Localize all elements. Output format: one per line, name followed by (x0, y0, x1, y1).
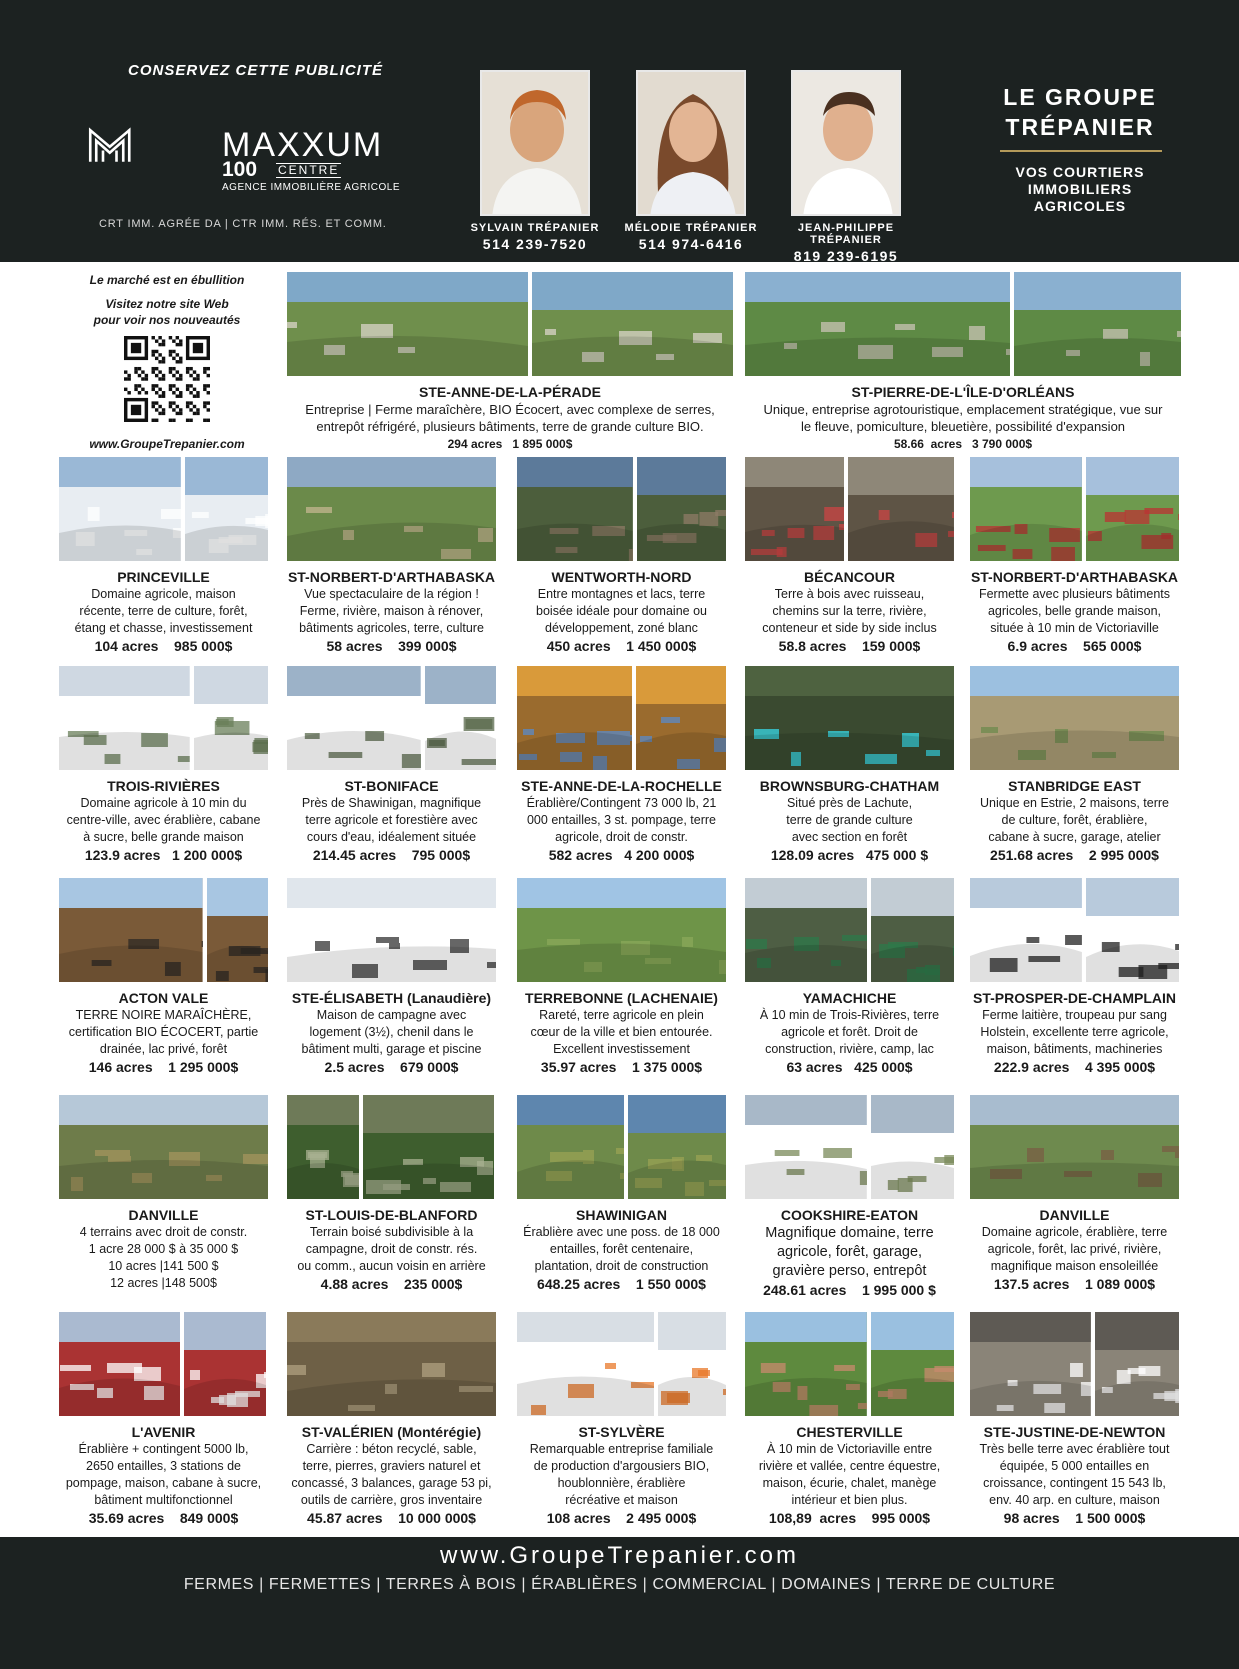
website-promo (58, 270, 276, 452)
listing-description: Remarquable entreprise familiale (529, 1442, 714, 1456)
listing-card[interactable] (287, 457, 496, 655)
listing-location: BROWNSBURG-CHATHAM (759, 778, 940, 794)
listing-description: boisée idéale pour domaine ou (536, 604, 707, 618)
listing-description: le fleuve, pomiculture, bleuetière, possibilité d'expansion (800, 419, 1126, 434)
listing-photo[interactable] (517, 1095, 624, 1199)
listing-photo[interactable] (287, 1312, 496, 1416)
listing-description: Fermette avec plusieurs bâtiments (978, 587, 1171, 601)
listing-photo[interactable] (628, 1095, 726, 1199)
listing-card[interactable] (59, 1095, 268, 1292)
listing-description: 000 entailles, 3 st. pompage, terre (526, 813, 716, 827)
listing-photos (287, 457, 496, 561)
listing-description: bâtiment multifonctionnel (94, 1493, 233, 1507)
broker-photo (480, 70, 590, 216)
listing-location: ST-PROSPER-DE-CHAMPLAIN (972, 990, 1176, 1006)
listing-photos (287, 666, 496, 770)
listing-photos (287, 878, 496, 982)
broker-photo (791, 70, 901, 216)
listing-location: ST-LOUIS-DE-BLANFORD (305, 1207, 478, 1223)
listing-description: 10 acres |141 500 $ (108, 1259, 219, 1273)
listing-description: agricole, droit de constr. (555, 830, 688, 844)
listing-location: ST-NORBERT-D'ARTHABASKA (287, 569, 496, 585)
listing-price: 251.68 acres 2 995 000$ (990, 847, 1159, 863)
broker-name: MÉLODIE TRÉPANIER (624, 222, 758, 234)
listing-description: Rareté, terre agricole en plein (539, 1008, 704, 1022)
gold-divider (1000, 150, 1162, 152)
listing-description: pompage, maison, cabane à sucre, (65, 1476, 262, 1490)
listing-description: Près de Shawinigan, magnifique (301, 796, 482, 810)
listing-card[interactable] (287, 666, 496, 864)
listing-location: STANBRIDGE EAST (1008, 778, 1141, 794)
listing-description: construction, rivière, camp, lac (765, 1042, 934, 1056)
listing-price: 104 acres 985 000$ (94, 638, 233, 654)
listing-photo[interactable] (970, 1095, 1179, 1199)
listing-card[interactable] (745, 272, 1181, 453)
broker-card (450, 70, 620, 252)
listing-description: Domaine agricole, érablière, terre (981, 1225, 1168, 1239)
listing-description: outils de carrière, gros inventaire (300, 1493, 483, 1507)
listing-location: ST-VALÉRIEN (Montérégie) (301, 1424, 482, 1440)
listing-location: DANVILLE (1039, 1207, 1110, 1223)
listing-photos (970, 878, 1179, 982)
listing-description: rivière et vallée, centre équestre, (758, 1459, 941, 1473)
listing-photo[interactable] (287, 878, 496, 982)
listing-description: bâtiment multi, garage et piscine (301, 1042, 482, 1056)
listing-description: Vue spectaculaire de la région ! (304, 587, 479, 601)
listing-description: Ferme laitière, troupeau pur sang (982, 1008, 1167, 1022)
listing-card[interactable] (745, 457, 954, 655)
listing-card[interactable] (970, 666, 1179, 864)
listing-price: 146 acres 1 295 000$ (88, 1059, 239, 1075)
listing-photos (287, 1312, 496, 1416)
listing-description: cours d'eau, idéalement située (306, 830, 477, 844)
listing-photo[interactable] (184, 1312, 266, 1416)
listing-photo[interactable] (532, 272, 733, 376)
listing-description: drainée, lac privé, forêt (99, 1042, 228, 1056)
tagline: CONSERVEZ CETTE PUBLICITÉ (128, 62, 384, 79)
listing-description: Érablière avec une poss. de 18 000 (523, 1225, 720, 1239)
listing-location: DANVILLE (128, 1207, 199, 1223)
listing-photos (59, 666, 268, 770)
listing-description: conteneur et side by side inclus (762, 621, 937, 635)
listing-photo[interactable] (970, 457, 1082, 561)
listing-price: 294 acres 1 895 000$ (447, 437, 573, 451)
broker-photo (636, 70, 746, 216)
listing-price: 582 acres 4 200 000$ (548, 847, 695, 863)
listing-photo[interactable] (185, 457, 268, 561)
listing-price: 137.5 acres 1 089 000$ (993, 1276, 1156, 1292)
listing-price: 6.9 acres 565 000$ (1007, 638, 1142, 654)
listing-description: centre-ville, avec érablière, cabane (66, 813, 261, 827)
listing-description: 1 acre 28 000 $ à 35 000 $ (88, 1242, 239, 1256)
listing-card[interactable] (970, 1095, 1179, 1293)
listing-photo[interactable] (871, 1312, 954, 1416)
listing-description: terre, pierres, graviers naturel et (302, 1459, 481, 1473)
listing-description: située à 10 min de Victoriaville (990, 621, 1159, 635)
listing-description: Maison de campagne avec (316, 1008, 467, 1022)
listing-description: campagne, droit de constr. rés. (305, 1242, 478, 1256)
listing-photos (59, 878, 268, 982)
listing-description: Carrière : béton recyclé, sable, (306, 1442, 477, 1456)
listing-price: 214.45 acres 795 000$ (312, 847, 471, 863)
brand-100: 100 (222, 158, 258, 181)
listing-photo[interactable] (1095, 1312, 1179, 1416)
listing-photo[interactable] (970, 1312, 1091, 1416)
listing-description: env. 40 arp. en culture, maison (989, 1493, 1160, 1507)
listing-photo[interactable] (745, 272, 1010, 376)
listing-description: Très belle terre avec érablière tout (979, 1442, 1170, 1456)
listing-description: Érablière + contingent 5000 lb, (78, 1442, 249, 1456)
listing-description: de production d'argousiers BIO, (533, 1459, 710, 1473)
listing-photos (59, 1312, 268, 1416)
listing-photos (970, 457, 1179, 561)
listing-photos (745, 457, 954, 561)
listing-description: plantation, droit de construction (534, 1259, 709, 1273)
broker-phone[interactable]: 819 239-6195 (793, 248, 899, 264)
listing-price: 2.5 acres 679 000$ (324, 1059, 459, 1075)
listing-description: Domaine agricole, maison (91, 587, 236, 601)
listing-photo[interactable] (517, 666, 632, 770)
listing-card[interactable] (745, 666, 954, 864)
listing-description: Terrain boisé subdivisible à la (309, 1225, 474, 1239)
group-subtitle: VOS COURTIERS IMMOBILIERS AGRICOLES (1015, 164, 1145, 214)
website-link[interactable]: www.GroupeTrepanier.com (89, 437, 245, 451)
listing-photos (517, 666, 726, 770)
listing-price: 35.97 acres 1 375 000$ (540, 1059, 703, 1075)
listing-price: 123.9 acres 1 200 000$ (84, 847, 243, 863)
listing-description: Unique en Estrie, 2 maisons, terre (980, 796, 1169, 810)
listing-description: cœur de la ville et bien entourée. (530, 1025, 713, 1039)
listing-card[interactable] (517, 878, 726, 1076)
listing-price: 248.61 acres 1 995 000 $ (763, 1282, 936, 1298)
listing-description: agricole et forêt. Droit de (781, 1025, 918, 1039)
listing-photo[interactable] (637, 457, 726, 561)
listing-location: YAMACHICHE (802, 990, 897, 1006)
listing-card[interactable] (970, 1312, 1179, 1527)
listing-description: de culture, forêt, érablière, (1001, 813, 1148, 827)
listing-photo[interactable] (194, 666, 268, 770)
listing-photo[interactable] (745, 457, 844, 561)
listing-photos (517, 1312, 726, 1416)
listing-photo[interactable] (59, 1095, 268, 1199)
listing-photo[interactable] (970, 878, 1082, 982)
listing-description: maison, bâtiments, machineries (986, 1042, 1163, 1056)
listing-photo[interactable] (517, 878, 726, 982)
listing-photo[interactable] (871, 878, 954, 982)
listing-description: 12 acres |148 500$ (110, 1276, 217, 1290)
listing-description: magnifique maison ensoleillée (990, 1259, 1159, 1273)
listing-location: TROIS-RIVIÈRES (107, 778, 220, 794)
listing-photo[interactable] (287, 272, 528, 376)
listing-description: certification BIO ÉCOCERT, partie (68, 1025, 259, 1039)
listing-description: à sucre, belle grande maison (83, 830, 244, 844)
listing-price: 108 acres 2 495 000$ (546, 1510, 697, 1526)
listing-photo[interactable] (287, 457, 496, 561)
listing-price: 648.25 acres 1 550 000$ (537, 1276, 706, 1292)
listing-location: CHESTERVILLE (796, 1424, 903, 1440)
brand-agency: AGENCE IMMOBILIÈRE AGRICOLE (222, 182, 400, 193)
maxxum-logo-icon (88, 98, 208, 194)
listing-description: cabane à sucre, garage, atelier (988, 830, 1161, 844)
listing-description: TERRE NOIRE MARAÎCHÈRE, (75, 1008, 252, 1022)
brand-name: MAXXUM (222, 126, 384, 164)
listing-card[interactable] (745, 1312, 954, 1527)
listing-description: Situé près de Lachute, (786, 796, 913, 810)
listing-description: entailles, forêt centenaire, (549, 1242, 694, 1256)
listing-location: ST-SYLVÈRE (578, 1424, 665, 1440)
listing-description: terre de grande culture (786, 813, 913, 827)
brand-centre: CENTRE (278, 163, 340, 177)
listing-description: équipée, 5 000 entailles en (999, 1459, 1150, 1473)
listing-photo[interactable] (59, 1312, 180, 1416)
listing-card[interactable] (59, 666, 268, 864)
listing-price: 222.9 acres 4 395 000$ (993, 1059, 1156, 1075)
listing-photo[interactable] (287, 666, 421, 770)
listing-price: 128.09 acres 475 000 $ (770, 847, 929, 863)
listing-card[interactable] (970, 457, 1179, 655)
listing-card[interactable] (517, 457, 726, 655)
listing-card[interactable] (287, 1095, 496, 1293)
listing-description: entrepôt réfrigéré, plusieurs bâtiments, terre de grande culture BIO. (316, 419, 704, 434)
listing-card[interactable] (970, 878, 1179, 1076)
listing-description: Entre montagnes et lacs, terre (537, 587, 706, 601)
listing-location: SHAWINIGAN (576, 1207, 667, 1223)
listing-photos (745, 272, 1181, 376)
footer-categories: FERMES | FERMETTES | TERRES À BOIS | ÉRABLIÈRES | COMMERCIAL | DOMAINES | TERRE DE CULTURE (183, 1576, 1056, 1593)
broker-card (606, 70, 776, 252)
group-title: LE GROUPE TRÉPANIER (1003, 84, 1157, 140)
listing-photo[interactable] (207, 878, 268, 982)
listing-price: 35.69 acres 849 000$ (88, 1510, 239, 1526)
listing-photo[interactable] (636, 666, 726, 770)
listing-description: Érablière/Contingent 73 000 lb, 21 (526, 796, 717, 810)
broker-phone[interactable]: 514 974-6416 (638, 236, 744, 252)
listing-description: terre agricole et forestière avec (305, 813, 478, 827)
listing-photos (970, 666, 1179, 770)
promo-line: Visitez notre site Web (105, 297, 229, 311)
listing-price: 63 acres 425 000$ (786, 1059, 913, 1075)
listing-photo[interactable] (1086, 878, 1179, 982)
listing-photo[interactable] (745, 878, 867, 982)
listing-card[interactable] (59, 457, 268, 655)
license-text: CRT IMM. AGRÉE DA | CTR IMM. RÉS. ET COMM. (99, 218, 387, 230)
listing-photo[interactable] (848, 457, 954, 561)
listing-photo[interactable] (745, 666, 954, 770)
listing-description: logement (3½), chenil dans le (309, 1025, 474, 1039)
listing-photos (287, 1095, 496, 1199)
listing-photos (59, 1095, 268, 1199)
listing-photos (517, 878, 726, 982)
promo-line: pour voir nos nouveautés (93, 313, 241, 327)
listing-card[interactable] (517, 1095, 726, 1293)
listing-price: 58 acres 399 000$ (326, 638, 457, 654)
listing-price: 450 acres 1 450 000$ (546, 638, 697, 654)
listing-photos (59, 457, 268, 561)
listing-photo[interactable] (871, 1095, 954, 1199)
listing-description: À 10 min de Victoriaville entre (766, 1442, 933, 1456)
listing-location: BÉCANCOUR (804, 569, 895, 585)
listing-photo[interactable] (970, 666, 1179, 770)
listing-location: ACTON VALE (118, 990, 209, 1006)
listing-description: agricole, forêt, garage, (776, 1244, 923, 1260)
listing-description: 4 terrains avec droit de constr. (79, 1225, 248, 1239)
listing-description: ou comm., aucun voisin en arrière (297, 1259, 486, 1273)
listing-photo[interactable] (745, 1095, 867, 1199)
listing-location: STE-JUSTINE-DE-NEWTON (983, 1424, 1166, 1440)
listing-description: récente, terre de culture, forêt, (79, 604, 248, 618)
listing-location: STE-ÉLISABETH (Lanaudière) (291, 990, 492, 1006)
listing-location: ST-BONIFACE (344, 778, 439, 794)
listing-location: TERREBONNE (LACHENAIE) (525, 990, 718, 1006)
listing-description: Excellent investissement (553, 1042, 690, 1056)
listing-photo[interactable] (1014, 272, 1181, 376)
listing-card[interactable] (745, 1095, 954, 1299)
listing-photo[interactable] (425, 666, 496, 770)
listing-card[interactable] (59, 1312, 268, 1527)
listing-description: À 10 min de Trois-Rivières, terre (759, 1008, 940, 1022)
listing-location: ST-NORBERT-D'ARTHABASKA (970, 569, 1179, 585)
qr-code-icon[interactable] (124, 336, 210, 422)
listing-photo[interactable] (745, 1312, 867, 1416)
broker-card (761, 70, 931, 264)
listing-card[interactable] (517, 1312, 726, 1527)
listing-price: 108,89 acres 995 000$ (768, 1510, 931, 1526)
listing-location: STE-ANNE-DE-LA-PÉRADE (419, 384, 601, 400)
listing-location: ST-PIERRE-DE-L'ÎLE-D'ORLÉANS (851, 384, 1075, 400)
listing-photo[interactable] (287, 1095, 359, 1199)
listing-description: chemins sur la terre, rivière, (772, 604, 927, 618)
listing-photos (745, 1095, 954, 1199)
listing-card[interactable] (517, 666, 726, 864)
listing-description: Holstein, excellente terre agricole, (980, 1025, 1169, 1039)
listing-card[interactable] (287, 1312, 496, 1527)
promo-headline: Le marché est en ébullition (89, 273, 245, 287)
listing-description: gravière perso, entrepôt (772, 1263, 927, 1279)
listing-description: concassé, 3 balances, garage 53 pi, (291, 1476, 492, 1490)
listing-location: PRINCEVILLE (117, 569, 210, 585)
listing-photos (745, 878, 954, 982)
broker-name: SYLVAIN TRÉPANIER (470, 222, 600, 234)
listing-price: 58.66 acres 3 790 000$ (893, 437, 1033, 451)
listing-description: agricoles, belle grande maison, (987, 604, 1162, 618)
listing-photo[interactable] (658, 1312, 726, 1416)
listing-photo[interactable] (363, 1095, 494, 1199)
listing-description: Terre à bois avec ruisseau, (774, 587, 925, 601)
listing-description: Ferme, rivière, maison à rénover, (299, 604, 484, 618)
listing-description: développement, zoné blanc (545, 621, 698, 635)
listing-photos (517, 457, 726, 561)
listing-price: 4.88 acres 235 000$ (320, 1276, 463, 1292)
listing-description: intérieur et bien plus. (791, 1493, 908, 1507)
listing-photo[interactable] (517, 457, 633, 561)
listing-description: 2650 entailles, 3 stations de (86, 1459, 241, 1473)
listing-description: Magnifique domaine, terre (765, 1225, 934, 1241)
listing-description: maison, écurie, chalet, manège (762, 1476, 937, 1490)
listing-photo[interactable] (59, 457, 181, 561)
footer-banner (0, 1537, 1239, 1669)
listing-description: récréative et maison (565, 1493, 678, 1507)
listing-price: 45.87 acres 10 000 000$ (307, 1510, 476, 1526)
listing-price: 58.8 acres 159 000$ (778, 638, 921, 654)
listing-price: 98 acres 1 500 000$ (1003, 1510, 1146, 1526)
listing-photo[interactable] (59, 666, 190, 770)
listing-description: Domaine agricole à 10 min du (80, 796, 247, 810)
listing-photos (745, 1312, 954, 1416)
listing-photos (517, 1095, 726, 1199)
listing-description: agricole, forêt, lac privé, rivière, (987, 1242, 1162, 1256)
listing-description: étang et chasse, investissement (74, 621, 253, 635)
listing-photo[interactable] (517, 1312, 654, 1416)
listing-photo[interactable] (1086, 457, 1179, 561)
listing-photos (745, 666, 954, 770)
footer-website-link[interactable]: www.GroupeTrepanier.com (440, 1542, 799, 1569)
listing-location: L'AVENIR (131, 1424, 196, 1440)
listing-description: avec section en forêt (791, 830, 908, 844)
listing-photo[interactable] (59, 878, 203, 982)
listing-card[interactable] (745, 878, 954, 1076)
listing-card[interactable] (287, 878, 496, 1076)
broker-phone[interactable]: 514 239-7520 (482, 236, 588, 252)
listing-photos (970, 1095, 1179, 1199)
listing-description: bâtiments agricoles, terre, culture (299, 621, 484, 635)
listing-photos (287, 272, 733, 376)
listing-card[interactable] (287, 272, 733, 453)
listing-description: houblonnière, érablière (557, 1476, 686, 1490)
listing-description: croissance, contingent 15 543 lb, (983, 1476, 1166, 1490)
listing-location: COOKSHIRE-EATON (780, 1207, 919, 1223)
listing-description: Unique, entreprise agrotouristique, emplacement stratégique, vue sur (763, 402, 1163, 417)
broker-name: JEAN-PHILIPPE TRÉPANIER (797, 222, 895, 246)
listing-description: Entreprise | Ferme maraîchère, BIO Écocert, avec complexe de serres, (305, 402, 715, 417)
listing-location: STE-ANNE-DE-LA-ROCHELLE (521, 778, 722, 794)
listing-location: WENTWORTH-NORD (551, 569, 692, 585)
listing-card[interactable] (59, 878, 268, 1076)
header-banner (0, 0, 1239, 262)
listing-photos (970, 1312, 1179, 1416)
